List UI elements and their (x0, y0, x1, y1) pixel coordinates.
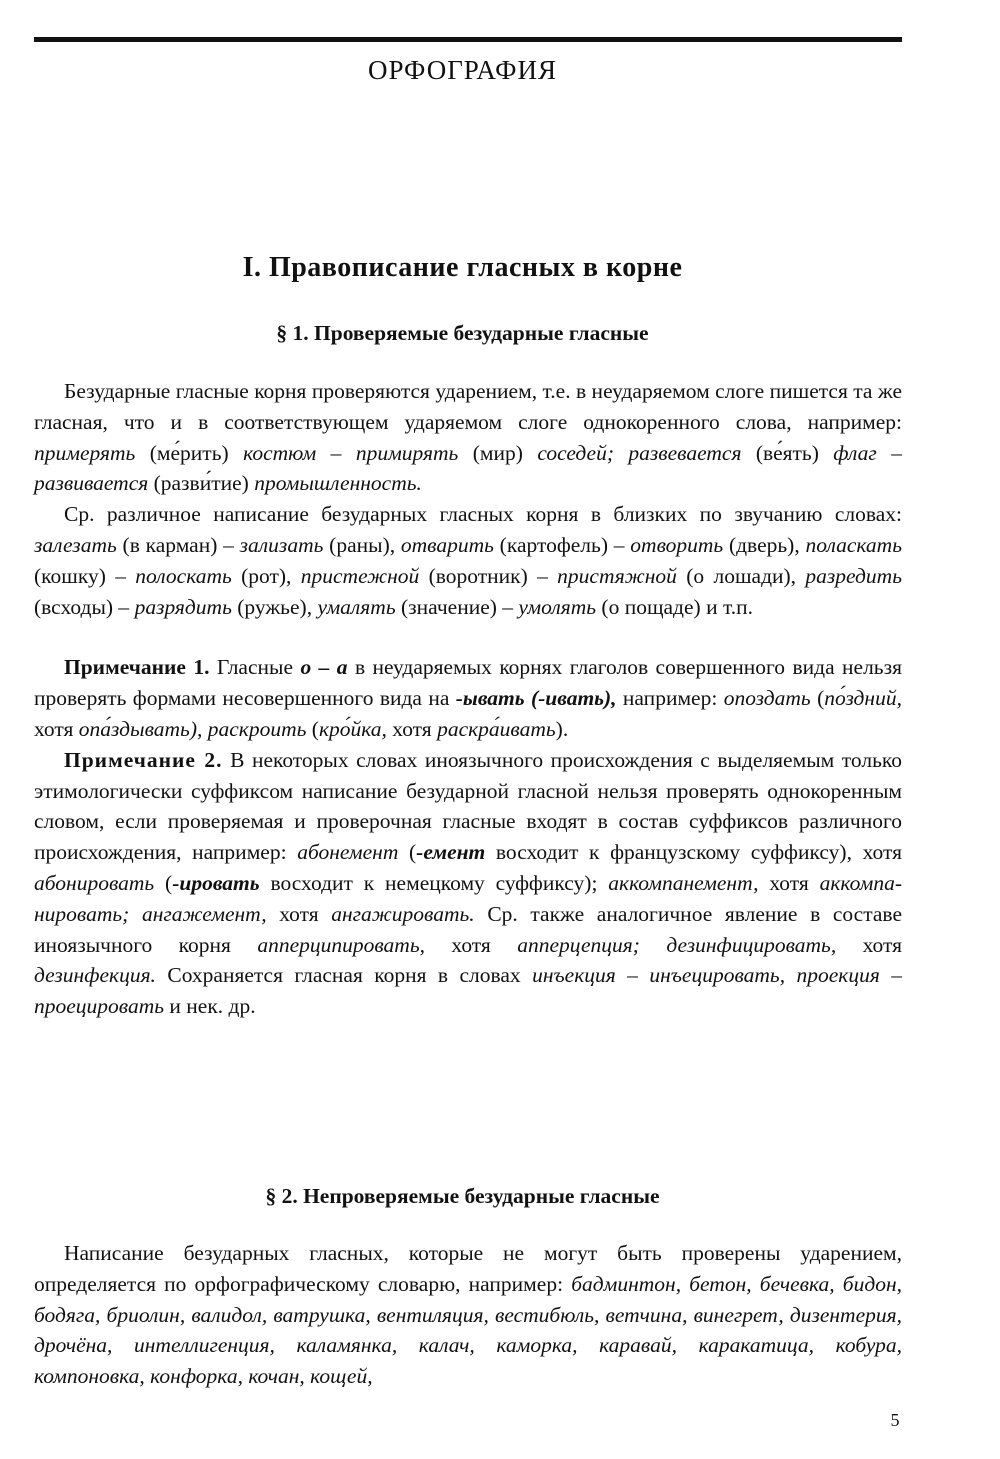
running-head: ОРФОГРАФИЯ (367, 55, 558, 85)
paragraph-checked-vowels: Безударные гласные корня проверяются ударением, т.е. в неударяемом слоге пишется та же гласная, что и в соответствующем ударяемом слоге однокоренного слова, например: примерять (ме́рить) костюм – примирять (мир) соседей; развевается (ве́ять) флаг – развивается (разви́тие) промышленность. (34, 379, 902, 496)
top-rule (34, 37, 902, 42)
paragraph-unchecked-vowels: Написание безударных гласных, которые не могут быть проверены ударением, определяется по орфографическому словарю, например: бадминтон, бетон, бечевка, бидон, бодяга, бриолин, валидол, ватрушка, вентиляция, вестибюль, ветчина, винегрет, дизентерия, дрочёна, интеллигенция, каламянка, калач, каморка, каравай, каракатица, кобура, компоновка, конфорка, кочан, кощей, (34, 1241, 902, 1389)
note-2: Примечание 2. В некоторых словах иноязычного происхождения с выделяемым только этимологически суффиксом написание безударной гласной нельзя проверять однокоренным словом, если проверяемая и проверочная гласные входят в состав суффиксов различного происхождения, например: абонемент (-емент восходит к французскому суффиксу), хотя абонировать (-ировать восходит к немецкому суффиксу); аккомпанемент, хотя аккомпанировать; ангажемент, хотя ангажировать. Ср. также аналогичное явление в составе иноязычного корня апперципировать, хотя апперцепция; дезинфицировать, хотя дезинфекция. Сохраняется гласная корня в словах инъекция – инъецировать, проекция – проецировать и нек. др. (34, 747, 902, 1019)
page-number: 5 (890, 1410, 900, 1430)
section-2-body (34, 1238, 902, 1392)
chapter-title: I. Правописание гласных в корне (242, 252, 683, 283)
section-1-body (34, 376, 902, 1022)
section-1-title: § 1. Проверяемые безударные гласные (276, 321, 649, 345)
paragraph-homophones: Ср. различное написание безударных гласных корня в близких по звучанию словах: залезать (в карман) – зализать (раны), отварить (картофель) – отворить (дверь), поласкать (кошку) – полоскать (рот), пристежной (воротник) – пристяжной (о лошади), разредить (всходы) – разрядить (ружье), умалять (значение) – умолять (о пощаде) и т.п. (34, 502, 902, 619)
section-2-title: § 2. Непроверяемые безударные гласные (265, 1184, 660, 1208)
note-1: Примечание 1. Гласные о – а в неударяемых корнях глаголов совершенного вида нельзя проверять формами несовершенного вида на -ывать (-ивать), например: опоздать (по́здний, хотя опа́здывать), раскроить (кро́йка, хотя раскра́ивать). (34, 655, 902, 741)
